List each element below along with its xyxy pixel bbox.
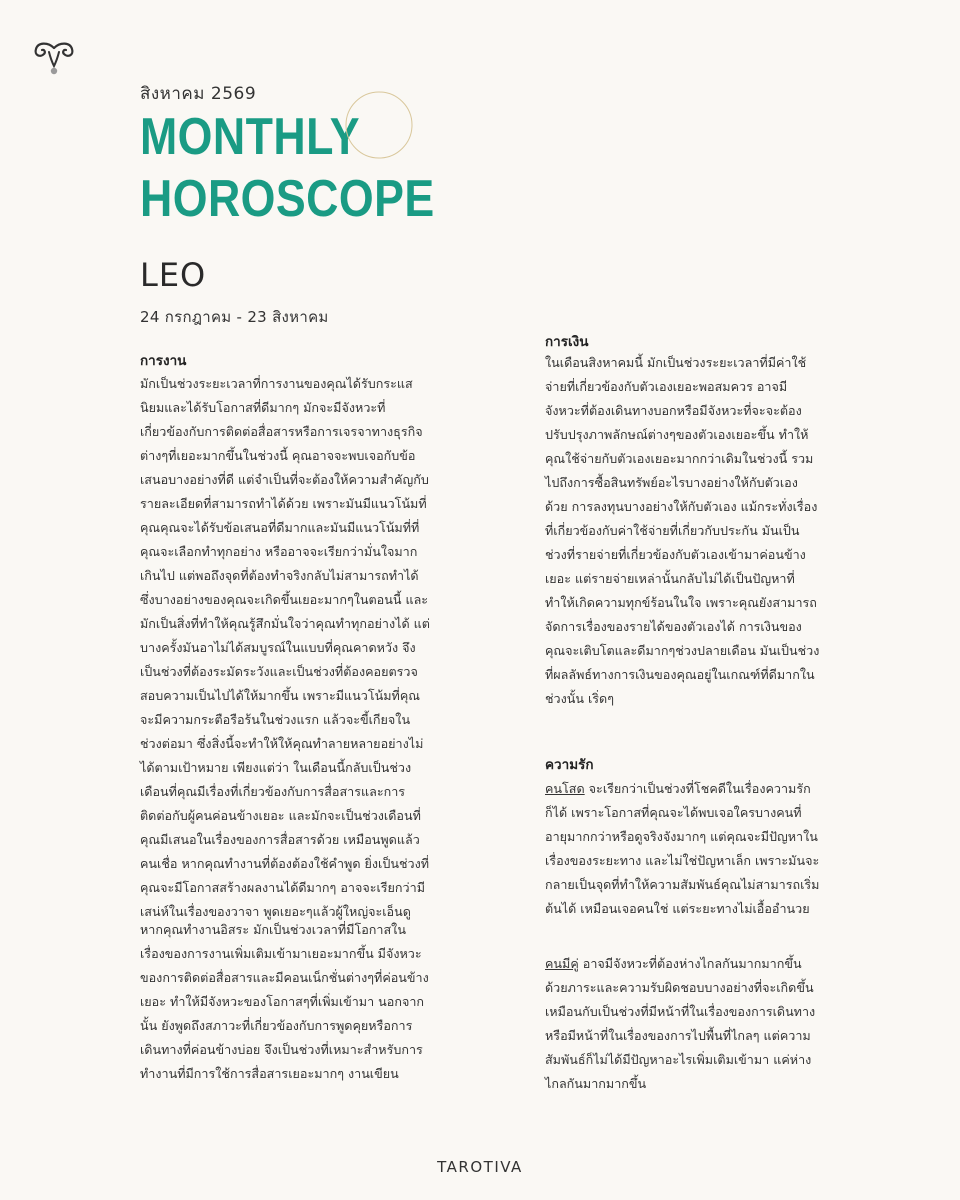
love-couple-paragraph	[545, 952, 820, 1096]
single-text: จะเรียกว่าเป็นช่วงที่โชคดีในเรื่องความรักก็ได้ เพราะโอกาสที่คุณจะได้พบเจอใครบางคนที่อายุมากกว่าหรือดูจริงจังมากๆ แต่คุณจะมีปัญหาในเรื่องของระยะทาง และไม่ใช่ปัญหาเล็ก เพราะมันจะกลายเป็นจุดที่ทำให้ความสัมพันธ์คุณไม่สามารถเริ่มต้นได้ เหมือนเจอคนใช่ แต่ระยะทางไม่เอื้ออำนวย	[545, 781, 820, 916]
money-paragraph: ในเดือนสิงหาคมนี้ มักเป็นช่วงระยะเวลาที่มีค่าใช้จ่ายที่เกี่ยวข้องกับตัวเองเยอะพอสมควร อาจมีจังหวะที่ต้องเดินทางบอกหรือมีจังหวะที่จะจะต้องปรับปรุงภาพลักษณ์ต่างๆของตัวเองเยอะขึ้น ทำให้คุณใช้จ่ายกับตัวเองเยอะมากกว่าเดิมในช่วงนี้ รวมไปถึงการซื้อสินทรัพย์อะไรบางอย่างให้กับตัวเองด้วย การลงทุนบางอย่างให้กับตัวเอง แม้กระทั่งเรื่องที่เกี่ยวข้องกับค่าใช้จ่ายที่เกี่ยวกับประกัน มันเป็นช่วงที่รายจ่ายที่เกี่ยวข้องกับตัวเองเข้ามาค่อนข้างเยอะ แต่รายจ่ายเหล่านั้นกลับไม่ได้เป็นปัญหาที่ทำให้เกิดความทุกข์ร้อนในใจ เพราะคุณยังสามารถจัดการเรื่องของรายได้ของตัวเองได้ การเงินของคุณจะเติบโตและดีมากๆช่วงปลายเดือน มันเป็นช่วงที่ผลลัพธ์ทางการเงินของคุณอยู่ในเกณฑ์ที่ดีมากในช่วงนั้น เริ่ดๆ	[545, 355, 820, 706]
money-heading: การเงิน	[545, 334, 589, 350]
love-heading: ความรัก	[545, 757, 594, 773]
title-line-2: HOROSCOPE	[140, 170, 435, 228]
work-heading: การงาน	[140, 353, 187, 369]
ram-logo-icon	[30, 40, 78, 78]
love-single-paragraph	[545, 777, 820, 921]
work-paragraph-1: มักเป็นช่วงระยะเวลาที่การงานของคุณได้รับกระแสนิยมและได้รับโอกาสที่ดีมากๆ มักจะมีจังหวะที่เกี่ยวข้องกับการติดต่อสื่อสารหรือการเจรจาทางธุรกิจต่างๆที่เยอะมากขึ้นในช่วงนี้ คุณอาจจะพบเจอกับข้อเสนอบางอย่างที่ดี แต่จำเป็นที่จะต้องให้ความสำคัญกับรายละเอียดที่สามารถทำได้ด้วย เพราะมันมีแนวโน้มที่คุณคุณจะได้รับข้อเสนอที่ดีมากและมันมีแนวโน้มที่ที่คุณจะเลือกทำทุกอย่าง หรืออาจจะเรียกว่ามั่นใจมากเกินไป แต่พอถึงจุดที่ต้องทำจริงกลับไม่สามารถทำได้ ซึ่งบางอย่างของคุณจะเกิดขึ้นเยอะมากๆในตอนนี้ และมักเป็นสิ่งที่ทำให้คุณรู้สึกมั่นใจว่าคุณทำทุกอย่างได้ แต่บางครั้งมันอาไม่ได้สมบูรณ์ในแบบที่คุณคาดหวัง จึงเป็นช่วงที่ต้องระมัดระวังและเป็นช่วงที่ต้องคอยตรวจสอบความเป็นไปได้ให้มากขึ้น เพราะมีแนวโน้มที่คุณจะมีความกระตือรือร้นในช่วงแรก แล้วจะขี้เกียจในช่วงต่อมา ซึ่งสิ่งนี้จะทำให้ให้คุณทำลายหลายอย่างไม่ได้ตามเป้าหมาย เพียงแต่ว่า ในเดือนนี้กลับเป็นช่วงเดือนที่คุณมีเรื่องที่เกี่ยวข้องกับการสื่อสารและการติดต่อกับผู้คนค่อนข้างเยอะ และมักจะเป็นช่วงเดือนที่คุณมีเสนอในเรื่องของการสื่อสารด้วย เหมือนพูดแล้วคนเชื่อ หากคุณทำงานที่ต้องต้องใช้คำพูด ยิ่งเป็นช่วงที่คุณจะมีโอกาสสร้างผลงานได้ดีมากๆ อาจจะเรียกว่ามีเสน่ห์ในเรื่องของวาจา พูดเยอะๆแล้วผู้ใหญ่จะเอ็นดู	[140, 376, 430, 919]
couple-label: คนมีคู่	[545, 956, 579, 971]
zodiac-sign: LEO	[140, 256, 207, 294]
title-line-1: MONTHLY	[140, 108, 360, 166]
month-label: สิงหาคม 2569	[140, 84, 257, 104]
footer-brand: TAROTIVA	[437, 1158, 523, 1176]
zodiac-date-range: 24 กรกฎาคม - 23 สิงหาคม	[140, 308, 329, 326]
decorative-circle-icon	[344, 90, 414, 160]
single-label: คนโสด	[545, 781, 585, 796]
couple-text: อาจมีจังหวะที่ต้องห่างไกลกันมากมากขึ้นด้วยภาระและความรับผิดชอบบางอย่างที่จะเกิดขึ้น เหมือนกับเป็นช่วงที่มีหน้าที่ในเรื่องของการเดินทางหรือมีหน้าที่ในเรื่องของการไปพื้นที่ไกลๆ แต่ความสัมพันธ์ก็ไม่ได้มีปัญหาอะไรเพิ่มเติมเข้ามา แค่ห่างไกลกันมากมากขึ้น	[545, 956, 816, 1091]
work-paragraph-2: หากคุณทำงานอิสระ มักเป็นช่วงเวลาที่มีโอกาสในเรื่องของการงานเพิ่มเติมเข้ามาเยอะมากขึ้น มีจังหวะของการติดต่อสื่อสารและมีคอนเน็กชั่นต่างๆที่ค่อนข้างเยอะ ทำให้มีจังหวะของโอกาสๆที่เพิ่มเข้ามา นอกจากนั้น ยังพูดถึงสภาวะที่เกี่ยวข้องกับการพูดคุยหรือการเดินทางที่ค่อนข้างบ่อย จึงเป็นช่วงที่เหมาะสำหรับการทำงานที่มีการใช้การสื่อสารเยอะมากๆ งานเขียน	[140, 922, 429, 1081]
